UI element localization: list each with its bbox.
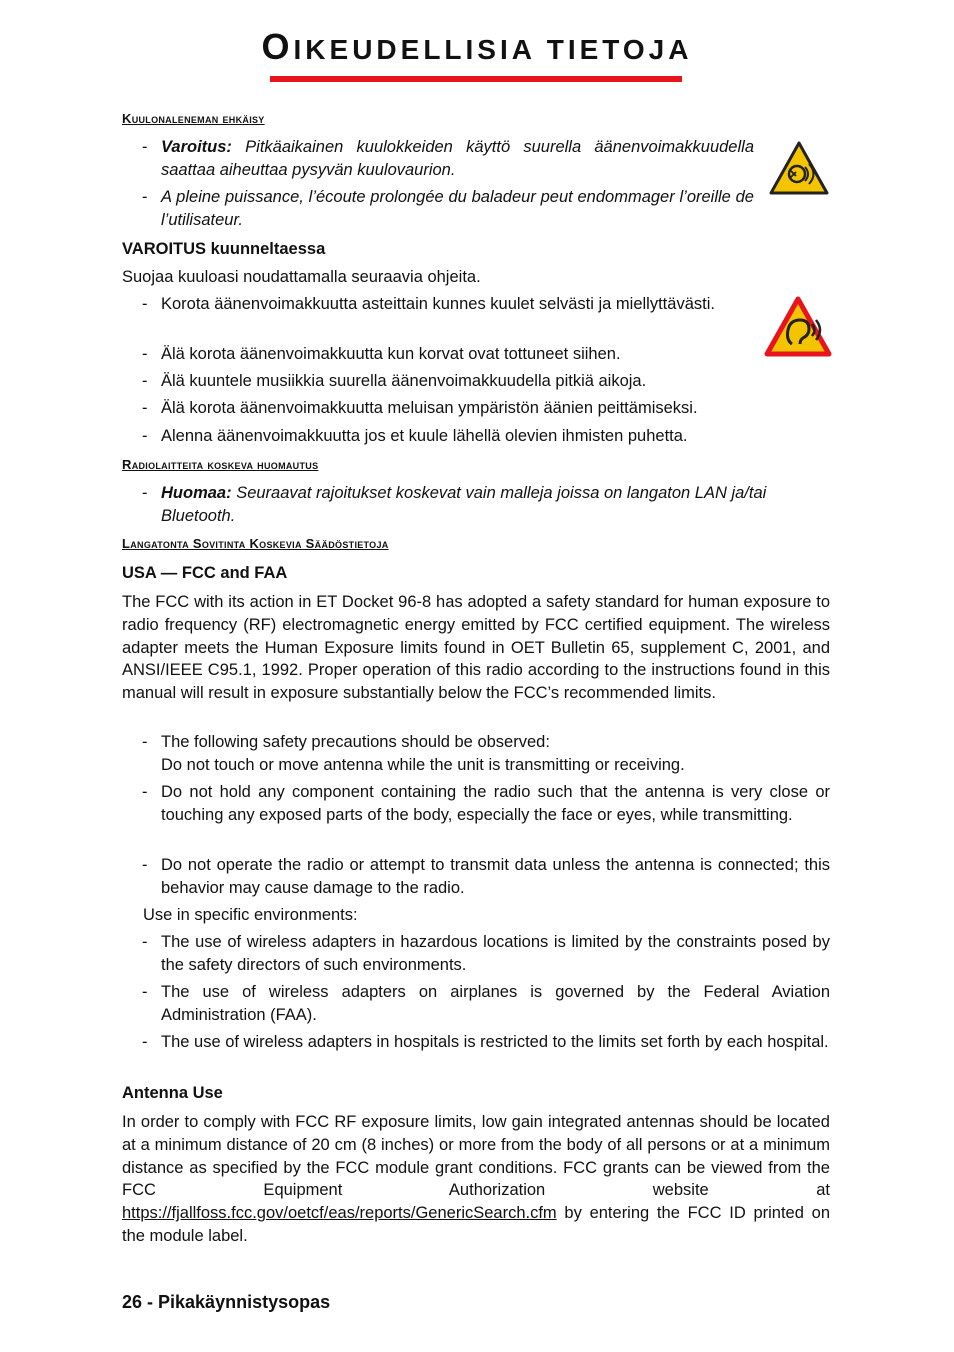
hearing-warning-icon: [768, 140, 830, 196]
subheading-antenna: Antenna Use: [122, 1084, 223, 1102]
page-title: OIKEUDELLISIA TIETOJA: [261, 26, 693, 67]
fcc-search-link[interactable]: https://fjallfoss.fcc.gov/oetcf/eas/reports/GenericSearch.cfm: [122, 1204, 557, 1223]
title-underline: [270, 76, 682, 82]
subheading-listening: VAROITUS kuunneltaessa: [122, 240, 326, 258]
page-footer: 26 - Pikakäynnistysopas: [122, 1292, 331, 1312]
subheading-usa: USA — FCC and FAA: [122, 564, 288, 582]
section-heading-hearing: Kuulonaleneman ehkäisy: [122, 111, 265, 126]
paragraph: In order to comply with FCC RF exposure limits, low gain integrated antennas should be located at a minimum distance of 20 cm (8 inches) or more from the body of all persons or at a minimum distance as specified by the FCC module grant conditions. FCC grants can be viewed from the FCC Equipment Authorization website at https://fjallfoss.fcc.gov/oetcf/eas/reports/GenericSearch.cfm by entering the FCC ID printed on the module label.: [122, 1113, 830, 1245]
paragraph: Suojaa kuuloasi noudattamalla seuraavia ohjeita.: [122, 268, 481, 286]
ear-warning-icon: [764, 296, 832, 358]
paragraph: The FCC with its action in ET Docket 96-8 has adopted a safety standard for human exposure to radio frequency (RF) electromagnetic energy emitted by FCC certified equipment. The wireless adapter meets the Human Exposure limits found in OET Bulletin 65, supplement C, 2001, and ANSI/IEEE C95.1, 1992. Proper operation of this radio according to the instructions found in this manual will result in exposure substantially below the FCC’s recommended limits.: [122, 593, 830, 703]
section-heading-wireless: Langatonta Sovitinta Koskevia Säädöstietoja: [122, 536, 389, 551]
section-heading-radio: Radiolaitteita koskeva huomautus: [122, 457, 319, 472]
